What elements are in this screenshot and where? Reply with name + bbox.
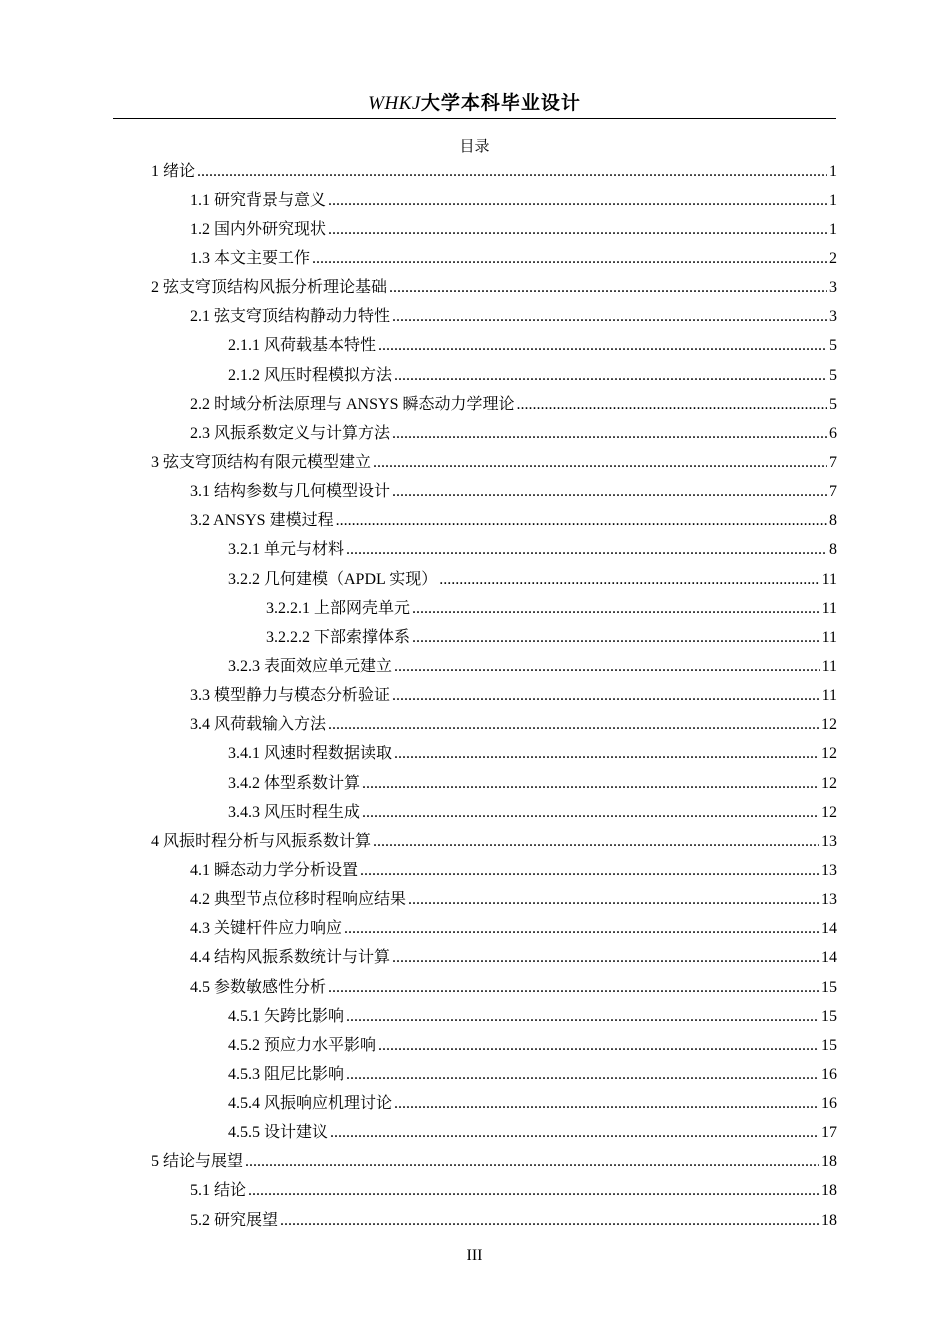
toc-entry-page: 3: [829, 308, 837, 326]
header-rule: [113, 118, 836, 119]
toc-entry-page: 12: [821, 716, 837, 734]
toc-entry-page: 16: [821, 1095, 837, 1113]
dot-leader: [328, 220, 827, 240]
toc-entry[interactable]: [190, 1206, 837, 1235]
toc-entry-page: 2: [829, 249, 837, 267]
dot-leader: [197, 162, 827, 182]
toc-entry[interactable]: [190, 886, 837, 915]
toc-entry[interactable]: [190, 682, 837, 711]
dot-leader: [344, 919, 819, 939]
toc-entry-page: 13: [821, 891, 837, 909]
dot-leader: [336, 511, 827, 531]
toc-entry-page: 17: [821, 1124, 837, 1142]
toc-entry-page: 1: [829, 191, 837, 209]
toc-entry[interactable]: [228, 1119, 837, 1148]
toc-entry-label: 3.2.2.2 下部索撑体系: [266, 628, 411, 646]
toc-entry-label: 4.2 典型节点位移时程响应结果: [190, 891, 407, 909]
dot-leader: [412, 628, 820, 648]
dot-leader: [373, 832, 819, 852]
toc-entry-page: 7: [829, 453, 837, 471]
toc-entry-label: 4.5.1 矢跨比影响: [228, 1007, 345, 1025]
dot-leader: [516, 395, 827, 415]
toc-entry-page: 15: [821, 1036, 837, 1054]
toc-entry[interactable]: [228, 565, 837, 594]
toc-entry-page: 12: [821, 803, 837, 821]
toc-entry[interactable]: [151, 448, 837, 477]
toc-entry-label: 4.5.4 风振响应机理讨论: [228, 1095, 393, 1113]
toc-entry-label: 3.4 风荷载输入方法: [190, 716, 327, 734]
toc-entry[interactable]: [151, 1148, 837, 1177]
dot-leader: [362, 803, 819, 823]
toc-entry[interactable]: [190, 915, 837, 944]
dot-leader: [378, 1036, 819, 1056]
toc-entry[interactable]: [266, 594, 837, 623]
dot-leader: [392, 482, 827, 502]
toc-entry[interactable]: [228, 652, 837, 681]
toc-entry[interactable]: [228, 769, 837, 798]
toc-entry-page: 3: [829, 279, 837, 297]
dot-leader: [280, 1211, 819, 1231]
dot-leader: [328, 191, 827, 211]
toc-entry[interactable]: [190, 215, 837, 244]
toc-entry-label: 3.4.3 风压时程生成: [228, 803, 361, 821]
toc-entry[interactable]: [190, 973, 837, 1002]
dot-leader: [392, 424, 827, 444]
toc-entry[interactable]: [151, 157, 837, 186]
dot-leader: [245, 1152, 819, 1172]
toc-entry-label: 4.1 瞬态动力学分析设置: [190, 861, 359, 879]
dot-leader: [394, 744, 819, 764]
toc-entry[interactable]: [190, 944, 837, 973]
dot-leader: [394, 366, 827, 386]
toc-entry-label: 2.1.1 风荷载基本特性: [228, 337, 377, 355]
toc-entry[interactable]: [190, 478, 837, 507]
dot-leader: [392, 307, 827, 327]
toc-entry[interactable]: [266, 623, 837, 652]
toc-entry-label: 4.5.5 设计建议: [228, 1124, 329, 1142]
toc-entry-label: 3.2 ANSYS 建模过程: [190, 512, 334, 530]
toc-entry[interactable]: [151, 827, 837, 856]
toc-entry-label: 3.2.1 单元与材料: [228, 541, 345, 559]
dot-leader: [346, 1007, 819, 1027]
toc-entry-label: 4.5 参数敏感性分析: [190, 978, 327, 996]
page-number: III: [466, 1247, 483, 1264]
toc-entry-label: 3.4.2 体型系数计算: [228, 774, 361, 792]
toc-entry-label: 4.3 关键杆件应力响应: [190, 920, 343, 938]
toc-entry-page: 5: [829, 395, 837, 413]
dot-leader: [412, 599, 820, 619]
toc-entry-label: 4.4 结构风振系数统计与计算: [190, 949, 391, 967]
dot-leader: [362, 774, 819, 794]
toc-entry-label: 3.4.1 风速时程数据读取: [228, 745, 393, 763]
toc-entry[interactable]: [190, 186, 837, 215]
toc-entry-page: 16: [821, 1065, 837, 1083]
header-latin: WHKJ: [368, 93, 421, 114]
toc-entry-label: 2.2 时域分析法原理与 ANSYS 瞬态动力学理论: [190, 395, 515, 413]
dot-leader: [439, 570, 819, 590]
toc-entry[interactable]: [190, 419, 837, 448]
toc-entry-page: 15: [821, 1007, 837, 1025]
toc-entry-label: 3.2.2.1 上部网壳单元: [266, 599, 411, 617]
toc-entry[interactable]: [228, 332, 837, 361]
toc-entry-page: 15: [821, 978, 837, 996]
toc-entry-page: 8: [829, 512, 837, 530]
toc-entry[interactable]: [190, 711, 837, 740]
toc-entry-page: 18: [821, 1211, 837, 1229]
toc-entry-label: 1 绪论: [151, 162, 196, 180]
dot-leader: [408, 890, 819, 910]
toc-entry-label: 5.2 研究展望: [190, 1211, 279, 1229]
toc-entry[interactable]: [228, 1031, 837, 1060]
toc-entry-page: 1: [829, 220, 837, 238]
toc-entry-label: 3 弦支穹顶结构有限元模型建立: [151, 453, 372, 471]
toc-entry-page: 18: [821, 1182, 837, 1200]
toc-entry[interactable]: [190, 244, 837, 273]
toc-entry-label: 1.1 研究背景与意义: [190, 191, 327, 209]
toc-entry-page: 5: [829, 366, 837, 384]
toc-entry-page: 6: [829, 424, 837, 442]
dot-leader: [392, 948, 819, 968]
toc-entry-label: 1.2 国内外研究现状: [190, 220, 327, 238]
toc-entry-page: 11: [821, 687, 837, 705]
toc-entry-page: 12: [821, 774, 837, 792]
toc-entry-page: 12: [821, 745, 837, 763]
dot-leader: [389, 278, 827, 298]
toc-entry-label: 4 风振时程分析与风振系数计算: [151, 832, 372, 850]
toc-entry-label: 1.3 本文主要工作: [190, 249, 311, 267]
dot-leader: [394, 1094, 819, 1114]
dot-leader: [360, 861, 819, 881]
toc-entry-label: 2.3 风振系数定义与计算方法: [190, 424, 391, 442]
toc-entry-page: 13: [821, 861, 837, 879]
toc-entry[interactable]: [190, 1177, 837, 1206]
toc-entry-label: 3.2.2 几何建模（APDL 实现）: [228, 570, 438, 588]
header-title: 大学本科毕业设计: [420, 93, 581, 114]
toc-entry[interactable]: [151, 274, 837, 303]
dot-leader: [330, 1123, 819, 1143]
dot-leader: [392, 686, 820, 706]
toc-entry[interactable]: [228, 740, 837, 769]
toc-entry[interactable]: [228, 1060, 837, 1089]
toc-entry[interactable]: [228, 361, 837, 390]
toc-entry[interactable]: [228, 1090, 837, 1119]
toc-entry-page: 14: [821, 920, 837, 938]
toc-entry-page: 7: [829, 483, 837, 501]
dot-leader: [328, 978, 819, 998]
toc-entry-label: 3.1 结构参数与几何模型设计: [190, 483, 391, 501]
dot-leader: [378, 336, 827, 356]
dot-leader: [248, 1181, 819, 1201]
toc-entry-label: 3.3 模型静力与模态分析验证: [190, 687, 391, 705]
toc-entry-page: 11: [821, 628, 837, 646]
table-of-contents: [0, 157, 950, 1235]
toc-entry-page: 13: [821, 832, 837, 850]
toc-entry-page: 11: [821, 657, 837, 675]
page-header: [113, 88, 836, 115]
dot-leader: [346, 1065, 819, 1085]
dot-leader: [346, 540, 827, 560]
toc-entry[interactable]: [228, 1002, 837, 1031]
toc-entry-page: 5: [829, 337, 837, 355]
toc-entry[interactable]: [190, 390, 837, 419]
toc-entry-label: 2.1 弦支穹顶结构静动力特性: [190, 308, 391, 326]
toc-entry-page: 1: [829, 162, 837, 180]
toc-entry[interactable]: [228, 798, 837, 827]
toc-entry[interactable]: [190, 856, 837, 885]
toc-entry-label: 4.5.2 预应力水平影响: [228, 1036, 377, 1054]
toc-entry-page: 14: [821, 949, 837, 967]
toc-entry-label: 2.1.2 风压时程模拟方法: [228, 366, 393, 384]
dot-leader: [373, 453, 827, 473]
toc-entry-label: 3.2.3 表面效应单元建立: [228, 657, 393, 675]
dot-leader: [394, 657, 820, 677]
toc-entry[interactable]: [190, 507, 837, 536]
toc-entry-label: 4.5.3 阻尼比影响: [228, 1065, 345, 1083]
toc-entry-label: 5 结论与展望: [151, 1153, 244, 1171]
toc-entry-page: 11: [821, 599, 837, 617]
toc-entry-label: 5.1 结论: [190, 1182, 247, 1200]
dot-leader: [312, 249, 827, 269]
toc-entry-page: 11: [821, 570, 837, 588]
toc-entry[interactable]: [190, 303, 837, 332]
toc-entry-label: 2 弦支穹顶结构风振分析理论基础: [151, 279, 388, 297]
dot-leader: [328, 715, 819, 735]
toc-entry-page: 18: [821, 1153, 837, 1171]
toc-entry-page: 8: [829, 541, 837, 559]
toc-entry[interactable]: [228, 536, 837, 565]
toc-title: 目录: [459, 137, 490, 155]
